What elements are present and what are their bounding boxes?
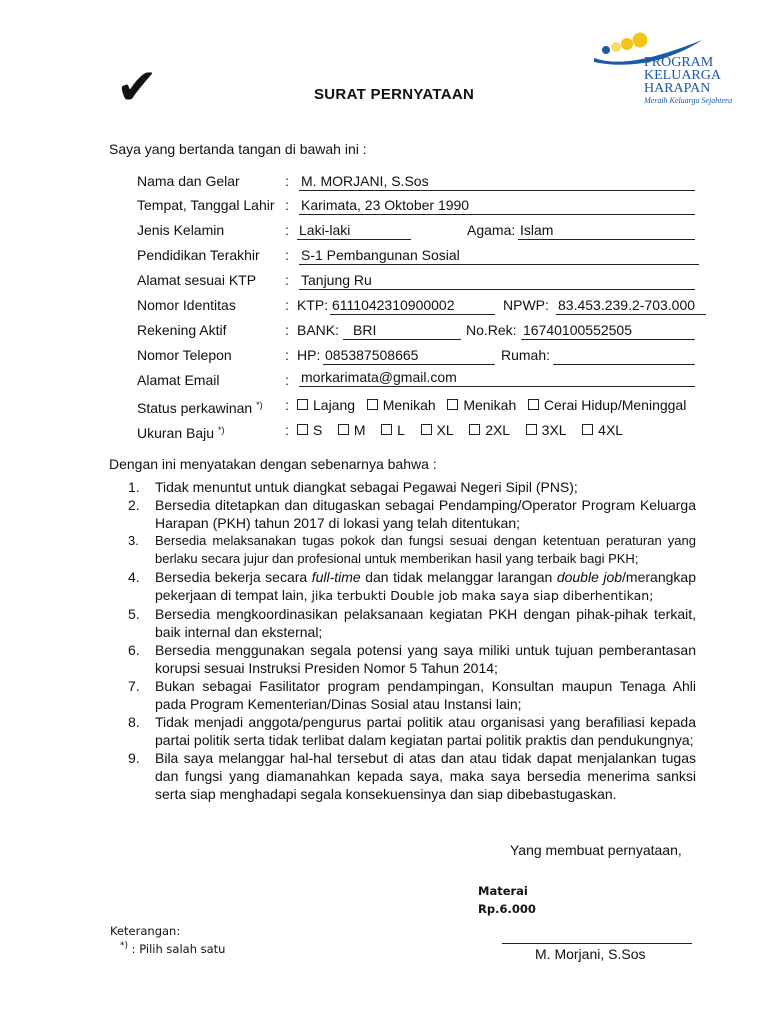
size-option-3xl[interactable]: 3XL [526,422,567,438]
keterangan-note: *) : Pilih salah satu [120,941,226,956]
checkbox-icon[interactable] [582,424,593,435]
logo-text-program: PROGRAM [644,55,714,70]
colon: : [285,397,289,413]
size-option-m[interactable]: M [338,422,366,438]
field-alamat: Tanjung Ru [299,271,695,290]
colon: : [285,222,289,238]
colon: : [285,422,289,438]
field-email: morkarimata@gmail.com [299,368,695,387]
logo-dot-small [602,46,610,54]
row-jenis-kelamin [137,221,697,243]
size-option-4xl[interactable]: 4XL [582,422,623,438]
status-option-cerai[interactable]: Cerai Hidup/Meninggal [528,397,686,413]
colon: : [285,197,289,213]
checkbox-icon[interactable] [526,424,537,435]
intro-text: Saya yang bertanda tangan di bawah ini : [109,141,367,157]
label-nama: Nama dan Gelar [137,173,240,189]
colon: : [285,347,289,363]
colon: : [285,372,289,388]
status-option-menikah[interactable]: Menikah [367,397,436,413]
field-npwp: 83.453.239.2-703.000 [556,296,706,315]
label-telepon: Nomor Telepon [137,347,232,363]
row-identitas [137,296,717,318]
label-jenis-kelamin: Jenis Kelamin [137,222,225,238]
signature-name: M. Morjani, S.Sos [535,946,646,962]
pkh-logo [592,26,732,106]
pkh-logo-graphic [592,26,732,106]
checkbox-icon[interactable] [338,424,349,435]
row-status [137,396,717,418]
label-rumah: Rumah: [501,347,551,363]
logo-dot-mid [621,38,633,50]
statement-item: 3. Bersedia melaksanakan tugas pokok dan fungsi sesuai dengan ketentuan peraturan yang berlaku secara jujur dan profesional untuk memberikan hasil yang terbaik bagi PKH; [128,533,696,566]
field-nama: M. MORJANI, S.Sos [299,172,695,191]
field-agama: Islam [518,221,695,240]
footnote-mark: *) [217,425,225,435]
field-rumah [553,346,695,365]
label-rekening: Rekening Aktif [137,322,227,338]
field-jenis-kelamin: Laki-laki [297,221,411,240]
field-norek: 16740100552505 [521,321,695,340]
colon: : [285,322,289,338]
field-pendidikan: S-1 Pembangunan Sosial [299,246,699,265]
status-options [297,396,686,414]
row-email [137,371,697,393]
size-option-l[interactable]: L [381,422,405,438]
document-title: SURAT PERNYATAAN [314,86,475,103]
checkbox-icon[interactable] [381,424,392,435]
label-pendidikan: Pendidikan Terakhir [137,247,260,263]
statement-item: 9. Bila saya melanggar hal-hal tersebut di atas dan atau tidak dapat menjalankan tugas dan fungsi yang diamanahkan kepada saya, maka saya bersedia menerima sanksi serta siap menghadapi segala konsekuensinya dan siap dibebastugaskan. [128,750,696,802]
logo-text-harapan: HARAPAN [644,81,711,96]
checkbox-icon[interactable] [367,399,378,410]
logo-tagline: Meraih Keluarga Sejahtera [644,96,732,105]
label-alamat: Alamat sesuai KTP [137,272,257,288]
field-ttl: Karimata, 23 Oktober 1990 [299,196,695,215]
checkbox-icon[interactable] [528,399,539,410]
row-alamat [137,271,697,293]
statement-item: 5. Bersedia mengkoordinasikan pelaksanaan kegiatan PKH dengan pihak-pihak terkait, baik internal dan eksternal; [128,606,696,640]
label-ukuran-baju: Ukuran Baju *) [137,425,225,441]
row-pendidikan [137,246,707,268]
label-hp: HP: [297,347,321,363]
statement-item: 8. Tidak menjadi anggota/pengurus partai politik atau organisasi yang berafiliasi kepada partai politik serta tidak terlibat dalam kegiatan partai politik praktis dan pendukungnya; [128,714,696,748]
status-option-lajang[interactable]: Lajang [297,397,355,413]
colon: : [285,247,289,263]
logo-dot-large [633,33,648,48]
declaration-intro: Dengan ini menyatakan dengan sebenarnya bahwa : [109,456,437,472]
colon: : [285,173,289,189]
row-nama [137,172,697,194]
footnote-mark: *) [256,400,263,410]
size-option-xl[interactable]: XL [421,422,454,438]
check-mark: ✔ [116,58,158,116]
colon: : [285,272,289,288]
size-options [297,421,623,439]
status-option-menikah-2[interactable]: Menikah [447,397,516,413]
label-norek: No.Rek: [466,322,517,338]
label-agama: Agama: [467,222,516,238]
row-rekening [137,321,697,343]
row-ukuran-baju [137,421,697,443]
checkbox-icon[interactable] [297,399,308,410]
materai-label: Materai Rp.6.000 [478,884,536,916]
size-option-2xl[interactable]: 2XL [469,422,510,438]
statement-item: 6. Bersedia menggunakan segala potensi yang saya miliki untuk tujuan pemberantasan korupsi sesuai Instruksi Presiden Nomor 5 Tahun 2014; [128,642,696,676]
label-identitas: Nomor Identitas [137,297,236,313]
statement-item: 7. Bukan sebagai Fasilitator program pendampingan, Konsultan maupun Tenaga Ahli pada Program Kementerian/Dinas Sosial atau Instansi lain; [128,678,696,712]
checkbox-icon[interactable] [421,424,432,435]
logo-dot-light [611,42,621,52]
statement-item: 2. Bersedia ditetapkan dan ditugaskan sebagai Pendamping/Operator Program Keluarga Harapan (PKH) tahun 2017 di lokasi yang telah ditentukan; [128,497,696,531]
checkbox-icon[interactable] [469,424,480,435]
label-email: Alamat Email [137,372,220,388]
row-telepon [137,346,697,368]
label-npwp: NPWP: [503,297,549,313]
checkbox-icon[interactable] [447,399,458,410]
field-ktp: 6111042310900002 [330,296,495,315]
field-hp: 085387508665 [323,346,495,365]
closing-text: Yang membuat pernyataan, [510,842,682,858]
colon: : [285,297,289,313]
statement-item: 4. Bersedia bekerja secara full-time dan tidak melanggar larangan double job/merangkap pekerjaan di tempat lain, jika terbukti Double job maka saya siap diberhentikan; [128,569,696,603]
label-bank: BANK: [297,322,340,338]
size-option-s[interactable]: S [297,422,322,438]
keterangan-title: Keterangan: [110,924,181,938]
label-ttl: Tempat, Tanggal Lahir [137,197,275,213]
row-ttl [137,196,697,218]
field-bank: BRI [343,321,461,340]
label-ktp: KTP: [297,297,329,313]
statement-list [128,478,696,803]
statement-item: 1. Tidak menuntut untuk diangkat sebagai Pegawai Negeri Sipil (PNS); [128,479,578,495]
checkbox-icon[interactable] [297,424,308,435]
logo-text-keluarga: KELUARGA [644,68,721,83]
signature-line [502,943,692,944]
label-status: Status perkawinan *) [137,400,263,416]
